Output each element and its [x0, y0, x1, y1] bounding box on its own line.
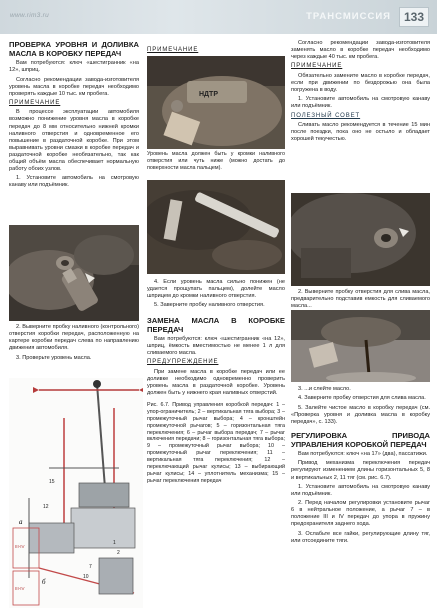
note-heading: ПРИМЕЧАНИЕ — [9, 100, 61, 107]
photo-oil-draining — [291, 310, 430, 382]
photo-filler-plug — [9, 225, 139, 321]
step-text: 1. Установите автомобиль на смотровую канаву или подъёмник. — [291, 483, 430, 497]
reg-text: Привод механизма переключения передач регулируют изменением длины горизонтальных 5, 8 и вертикальных 2, 11 тяг (см. рис. 6.7). — [291, 460, 430, 481]
section-heading-change: ЗАМЕНА МАСЛА В КОРОБКЕ ПЕРЕДАЧ — [147, 315, 285, 334]
note-text: В процессе эксплуатации автомобиля возможно понижение уровня масла в коробке передач до 8 мм относительно нижней кромки наливного отверстия и одновременное его повышение в раздаточной коробке. При этом выравнивать уровни смазки в коробке передач и раздаточной коробке необязательно, так как общий объём масла обеспечивает нормальную работу обоих узлов. — [9, 109, 139, 173]
column-2-cap — [147, 151, 285, 174]
step-text: 2. Выверните пробку наливного (контрольного) отверстия коробки передач, расположенную на картере коробки передач слева по направлению движения автомобиля. — [9, 324, 139, 352]
step-text: 1. Установите автомобиль на смотровую канаву или подъёмник. — [291, 96, 430, 110]
num-label: 7 — [89, 564, 92, 570]
num-label: 12 — [43, 504, 49, 510]
site-url: www.rim3.ru — [10, 12, 50, 19]
step-text: 5. Залейте чистое масло в коробку передач (см. «Проверка уровня и доливка масла в коробку передач», с. 133). — [291, 404, 430, 425]
num-label: 2 — [117, 550, 120, 556]
warning-heading: ПРЕДУПРЕЖДЕНИЕ — [147, 359, 219, 366]
scheme-a-label: III-IV — [15, 544, 25, 549]
step-text: 2. Выверните пробку отверстия для слива масла, предварительно подставив емкость для сливаемого масла... — [291, 289, 430, 310]
note-heading-3: ПРИМЕЧАНИЕ — [291, 63, 343, 70]
advice-heading: ПОЛЕЗНЫЙ СОВЕТ — [291, 112, 361, 119]
tools-text: Вам потребуются: ключ «шестигранник «на 12», шприц. — [9, 60, 139, 74]
column-3-b — [291, 289, 430, 312]
note-heading-2: ПРИМЕЧАНИЕ — [147, 47, 199, 53]
step-text: 3. Ослабьте все гайки, регулирующие длину тяг, или отсоедините тяги. — [291, 530, 430, 544]
num-label: 10 — [83, 574, 89, 580]
figure-label-b: б — [42, 578, 46, 586]
tools-text: Вам потребуются: ключ «шестигранник «на 12», шприц, ёмкость вместимостью не менее 1 л для сливаемого масла. — [147, 335, 285, 356]
section-heading-check: ПРОВЕРКА УРОВНЯ И ДОЛИВКА МАСЛА В КОРОБКУ ПЕРЕДАЧ — [9, 40, 139, 58]
step-text: 1. Установите автомобиль на смотровую канаву или подъёмник. — [9, 175, 139, 189]
scheme-b-label: III-IV — [15, 586, 25, 591]
column-2 — [147, 45, 285, 56]
figure-caption: Рис. 6.7. Привод управления коробкой передач: 1 – упор-ограничитель; 2 – вертикальная тяга выбора; 3 – промежуточный рычаг выбора; 4 – кронштейн промежуточной рычагов; 5 – горизонтальная тяга переключения; 6 – рычаг выбора передач; 7 – рычаг включения передачи; 8 – горизонтальная тяга выбора; 9 – промежуточный рычаг выбора; 10 – промежуточный рычаг переключения; 11 – вертикальная тяга переключения; 12 – переключающий рычаг кулисы; 13 – выбирающий рычаг кулисы; 14 – уплотнитель механизма; 15 – рычаг переключения передач — [147, 401, 285, 484]
photo-oil-level — [147, 56, 285, 149]
column-1-b — [9, 324, 139, 364]
warning-text: При замене масла в коробке передач или ее доливке необходимо одновременно проверить уровень масла в раздаточной коробке. Уровень должен быть у нижнего края наливных отверстий. — [147, 368, 285, 396]
column-1 — [9, 40, 139, 192]
tools-text: Вам потребуются: ключ «на 17» (два), пассатижи. — [298, 451, 428, 458]
step-text: 4. Если уровень масла сильно понижен (не удается прощупать пальцем), долейте масло шприцем до кромки наливного отверстия. — [147, 279, 285, 300]
figure-label-a: а — [19, 518, 23, 526]
advice-text: Сливать масло рекомендуется в течение 15 мин после поездки, пока оно не остыло и обладает хорошей текучестью. — [291, 121, 430, 143]
section-title: ТРАНСМИССИЯ — [306, 11, 391, 22]
shift-linkage-diagram — [9, 378, 143, 608]
step-text: 5. Заверните пробку наливного отверстия. — [154, 302, 265, 309]
step-text: 3. ...и слейте масло. — [298, 386, 351, 392]
step-text: 4. Заверните пробку отверстия для слива масла. — [298, 395, 426, 402]
page-header — [0, 0, 437, 34]
svg-text:НДТР: НДТР — [199, 91, 218, 98]
recommend-text: Согласно рекомендации завода-изготовителя уровень масла в коробке передач необходимо проверять каждые 10 тыс. км пробега. — [9, 76, 139, 97]
step-text: 3. Проверьте уровень масла. — [16, 354, 92, 361]
column-2-b — [147, 279, 285, 487]
column-3-c — [291, 386, 430, 547]
column-3 — [291, 40, 430, 145]
photo-caption: Уровень масла должен быть у кромки наливного отверстия или чуть ниже (можно достать до поверхности масла пальцем). — [147, 151, 285, 171]
note-text: Обязательно замените масло в коробке передач, если при движении по бездорожью она была погружена в воду. — [291, 72, 430, 93]
page-number: 133 — [399, 7, 429, 27]
photo-drain-plug — [291, 193, 430, 286]
photo-syringe — [147, 180, 285, 274]
step-text: 2. Перед началом регулировки установите рычаг 6 в нейтральное положение, а рычаг 7 – в положение III и IV передач до упора в пружину предохранителя заднего хода. — [291, 500, 430, 528]
section-heading-adjust: РЕГУЛИРОВКА ПРИВОДА УПРАВЛЕНИЯ КОРОБКОЙ ПЕРЕДАЧ — [291, 430, 430, 449]
num-label: 1 — [113, 540, 116, 546]
recommend-text: Согласно рекомендации завода-изготовителя заменять масло в коробке передач необходимо через каждые 40 тыс. км пробега. — [291, 40, 430, 61]
num-label: 15 — [49, 479, 55, 485]
